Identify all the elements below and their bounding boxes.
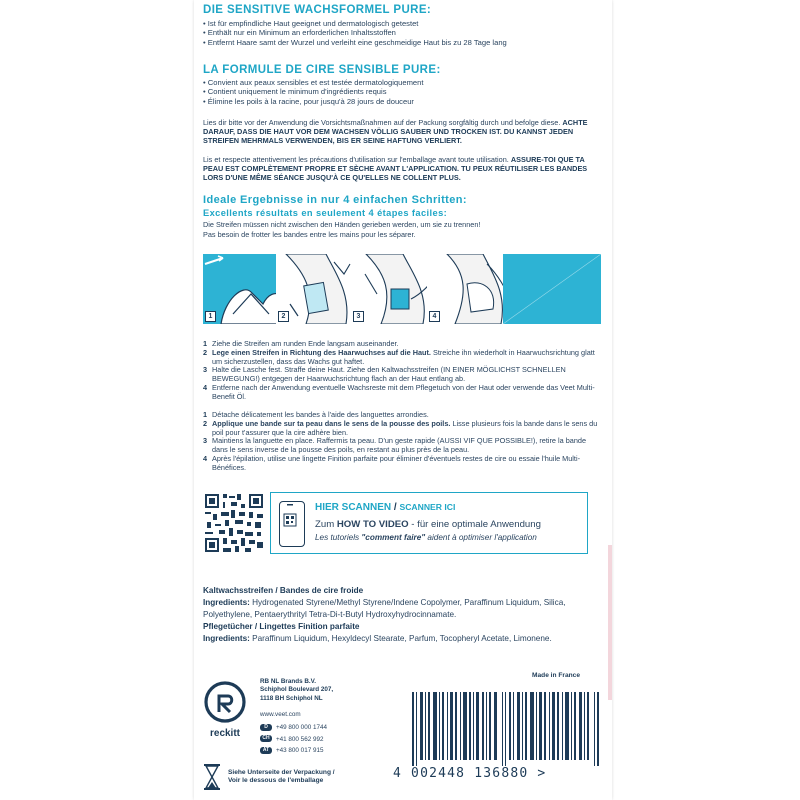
- steps-list-fr: [203, 411, 603, 473]
- step-num: 3: [203, 365, 208, 375]
- step-bold: Applique une bande sur ta peau dans le sens de la pousse des poils.: [212, 418, 451, 428]
- ingredients-label: Ingredients:: [203, 634, 250, 643]
- ingredients-list-2: Paraffinum Liquidum, Hexyldecyl Stearate, Parfum, Tocopheryl Acetate, Limonene.: [249, 634, 552, 643]
- ingredients-heading-1: Kaltwachsstreifen / Bandes de cire froide: [203, 586, 364, 595]
- formula-bullets-de: [203, 19, 603, 47]
- bullet: • Enthält nur ein Minimum an erforderlichen Inhaltsstoffen: [203, 28, 396, 38]
- warning-de: [203, 118, 603, 146]
- scan-bold: "comment faire": [361, 533, 426, 542]
- ingredients-label: Ingredients:: [203, 598, 250, 607]
- scan-text: Les tutoriels: [315, 533, 362, 542]
- list-item: [203, 420, 603, 438]
- warning-de-bold: ACHTE DARAUF, DASS DIE HAUT VOR DEM WACHSEN VÖLLIG SAUBER UND TROCKEN IST. DU KANNST JEDEN STREIFEN MEHRMALS VERWENDEN, BIS ER SEINE HAFTUNG VERLIERT.: [203, 118, 588, 146]
- scan-line-de: [315, 519, 541, 530]
- step-image-5: [503, 254, 601, 324]
- reckitt-logo: [203, 680, 247, 740]
- ideal-title-de: Ideale Ergebnisse in nur 4 einfachen Schritten:: [203, 194, 467, 206]
- barcode-icon: [412, 692, 602, 766]
- formula-title-fr: LA FORMULE DE CIRE SENSIBLE PURE:: [203, 64, 441, 76]
- qr-code-icon[interactable]: [203, 492, 265, 554]
- company-name: RB NL Brands B.V.: [260, 678, 316, 685]
- bullet: • Ist für empfindliche Haut geeignet und dermatologisch getestet: [203, 19, 419, 28]
- step-text: Lisse plusieurs fois la bande dans le sens du poil pour t'assurer que la cire adhère bien.: [212, 418, 598, 437]
- phone-number: +41 800 562 992: [276, 735, 324, 743]
- scan-line-fr: [315, 533, 537, 542]
- step-number: 1: [205, 311, 216, 322]
- bullet: • Convient aux peaux sensibles et est testée dermatologiquement: [203, 78, 424, 87]
- step-number: 4: [429, 311, 440, 322]
- country-badge: AT: [260, 747, 272, 754]
- step-text: Après l'épilation, utilise une lingette Finition parfaite pour éliminer d'éventuels restes de cire ou essaie l'huile Multi-Bénéfices.: [212, 453, 581, 472]
- warning-fr-bold: ASSURE-TOI QUE TA PEAU EST COMPLÈTEMENT PROPRE ET SÈCHE AVANT L'APPLICATION. TU PEUX RÉUTILISER LES BANDES LORS D'UNE MÊME SÉANCE JUSQU'À CE QU'ELLES NE COLLENT PLUS.: [203, 155, 588, 183]
- phone-row: [260, 745, 327, 757]
- scan-title-fr: SCANNER ICI: [399, 502, 456, 512]
- step-number: 3: [353, 311, 364, 322]
- list-item: [203, 437, 603, 455]
- step-text: Halte die Lasche fest. Straffe deine Haut. Ziehe den Kaltwachsstreifen (IN EINER MÖGLICHST SCHNELLEN BEWEGUNG!) entgegen der Haarwuchsrichtung flach an der Haut entlang ab.: [212, 365, 566, 384]
- scan-title-de: HIER SCANNEN: [315, 502, 392, 513]
- ideal-subtext: [203, 220, 480, 239]
- warning-fr: [203, 155, 603, 183]
- list-item: [203, 349, 603, 367]
- step-num: 2: [203, 418, 208, 428]
- company-street: Schiphol Boulevard 207,: [260, 686, 334, 694]
- company-city: 1118 BH Schiphol NL: [260, 694, 323, 702]
- product-back-panel: [194, 0, 612, 800]
- country-badge: CH: [260, 735, 272, 742]
- logo-text: reckitt: [209, 728, 241, 739]
- phone-row: [260, 734, 327, 746]
- step-text: Détache délicatement les bandes à l'aide des languettes arrondies.: [212, 410, 429, 419]
- company-address: [260, 678, 333, 703]
- steps-illustration: [203, 254, 601, 324]
- formula-bullets-fr: [203, 78, 603, 106]
- made-in-label: Made in France: [532, 672, 581, 679]
- step-num: 1: [203, 339, 208, 348]
- ingredients-block: [203, 585, 603, 645]
- country-badge: D: [260, 724, 272, 731]
- phone-row: [260, 722, 327, 734]
- ideal-sub-de: Die Streifen müssen nicht zwischen den Händen gerieben werden, um sie zu trennen!: [203, 220, 481, 229]
- hourglass-icon: [203, 764, 221, 790]
- ideal-sub-fr: Pas besoin de frotter les bandes entre les mains pour les séparer.: [203, 229, 416, 239]
- list-item: [203, 366, 603, 384]
- step-num: 4: [203, 382, 208, 392]
- bullet: • Élimine les poils à la racine, pour jusqu'à 28 jours de douceur: [203, 96, 414, 106]
- step-text: Ziehe die Streifen am runden Ende langsam auseinander.: [212, 339, 399, 348]
- list-item: [203, 384, 603, 402]
- bottom-note: [228, 769, 335, 786]
- step-number: 2: [278, 311, 289, 322]
- scan-text: aident à optimiser l'application: [425, 533, 537, 542]
- step-text: Streiche ihn wiederholt in Haarwuchsrichtung glatt um sicherzustellen, dass das Wachs gut haftet.: [212, 347, 595, 366]
- ingredients-heading-2: Pflegetücher / Lingettes Finition parfaite: [203, 622, 360, 631]
- phone-qr-icon: [278, 500, 302, 544]
- step-text: Maintiens la languette en place. Raffermis ta peau. D'un geste rapide (AUSSI VIF QUE POSSIBLE!), retire la bande dans le sens inverse de la pousse des poils, en restant au plus près de la peau.: [212, 436, 586, 455]
- scan-bold: HOW TO VIDEO: [336, 519, 409, 530]
- package-edge: [608, 545, 612, 700]
- step-num: 1: [203, 410, 208, 419]
- bullet: • Entfernt Haare samt der Wurzel und verleiht eine geschmeidige Haut bis zu 28 Tage lang: [203, 37, 507, 47]
- phone-number: +49 800 000 1744: [276, 724, 327, 731]
- ideal-title-fr: Excellents résultats en seulement 4 étapes faciles:: [203, 208, 448, 218]
- phone-icon: [279, 501, 305, 547]
- scan-sep: /: [391, 502, 400, 513]
- step-num: 4: [203, 453, 208, 463]
- steps-list-de: [203, 340, 603, 402]
- step-num: 2: [203, 347, 208, 357]
- bottom-note-fr: Voir le dessous de l'emballage: [228, 777, 324, 785]
- list-item: [203, 455, 603, 473]
- phone-list: [260, 722, 327, 757]
- warning-fr-text: Lis et respecte attentivement les précautions d'utilisation sur l'emballage avant toute utilisation.: [203, 155, 511, 164]
- bullet: • Contient uniquement le minimum d'ingrédients requis: [203, 87, 387, 97]
- scan-box: [270, 492, 588, 554]
- ingredients-list-1: Hydrogenated Styrene/Methyl Styrene/Indene Copolymer, Paraffinum Liquidum, Silica, Polyethylene, Pentaerythrityl Tetra-Di-t-Butyl Hydroxyhydrocinnamate.: [203, 598, 566, 619]
- step-text: Entferne nach der Anwendung eventuelle Wachsreste mit dem Pflegetuch von der Haut oder verwende das Veet Multi-Benefit Öl.: [212, 382, 595, 401]
- step-bold: Lege einen Streifen in Richtung des Haarwuchses auf die Haut.: [212, 347, 431, 357]
- bottom-note-de: Siehe Unterseite der Verpackung /: [228, 769, 335, 776]
- barcode-number: 4 002448 136880 >: [393, 766, 547, 781]
- scan-text: Zum: [315, 519, 337, 530]
- scan-title: [315, 502, 455, 513]
- scan-text: - für eine optimale Anwendung: [408, 519, 541, 530]
- step-num: 3: [203, 436, 208, 446]
- formula-title-de: DIE SENSITIVE WACHSFORMEL PURE:: [203, 4, 432, 16]
- website-link[interactable]: www.veet.com: [260, 711, 301, 718]
- phone-number: +43 800 017 915: [276, 747, 324, 754]
- warning-de-text: Lies dir bitte vor der Anwendung die Vorsichtsmaßnahmen auf der Packung sorgfältig durch und befolge diese.: [203, 118, 563, 127]
- teal-background-icon: [503, 254, 601, 324]
